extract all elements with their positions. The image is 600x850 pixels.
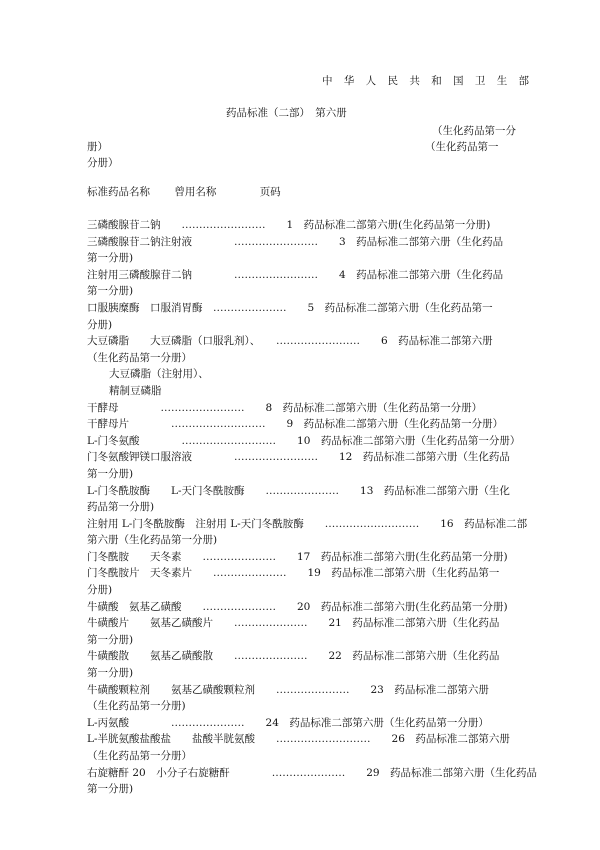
document-title: 药品标准（二部） 第六册: [226, 107, 347, 119]
column-former-header: 曾用名称: [174, 186, 217, 198]
index-line: L-门冬酰胺酶 L-天门冬酰胺酶 ………………… 13 药品标准二部第六册（生化: [87, 484, 510, 497]
index-line: （生化药品第一分册): [87, 700, 186, 713]
column-headers: [87, 185, 281, 199]
index-line: 门冬氨酸钾镁口服溶液 …………………… 12 药品标准二部第六册（生化药品: [87, 451, 510, 464]
column-name-header: 标准药品名称: [87, 186, 150, 198]
index-line: 第一分册): [87, 285, 134, 298]
index-line: （生化药品第一分册）: [87, 351, 192, 364]
category-label-1b: 册）: [87, 141, 108, 153]
index-line: 第一分册): [87, 252, 134, 265]
index-line: 分册): [87, 584, 113, 597]
index-line: （生化药品第一分册）: [87, 750, 192, 762]
index-line: 分册): [87, 318, 113, 331]
category-label-2b: 分册）: [87, 157, 119, 169]
index-line: 口服胰糜酶 口服消胃酶 ………………… 5 药品标准二部第六册（生化药品第一: [87, 301, 493, 314]
index-line: 大豆磷脂（注射用）、: [109, 368, 209, 381]
index-line: 牛磺酸颗粒剂 氨基乙磺酸颗粒剂 ………………… 23 药品标准二部第六册: [87, 683, 489, 696]
index-line: 牛磺酸 氨基乙磺酸 ………………… 20 药品标准二部第六册(生化药品第一分册): [87, 600, 508, 613]
index-entries: [87, 218, 538, 799]
category-label-1a: （生化药品第一分: [432, 125, 516, 137]
index-line: 牛磺酸散 氨基乙磺酸散 ………………… 22 药品标准二部第六册（生化药品: [87, 650, 500, 663]
index-line: 大豆磷脂 大豆磷脂（口服乳剂）、 …………………… 6 药品标准二部第六册: [87, 335, 493, 348]
index-line: 干酵母 …………………… 8 药品标准二部第六册（生化药品第一分册）: [87, 401, 483, 414]
index-line: 第一分册): [87, 667, 134, 680]
index-line: 干酵母片 ……………………… 9 药品标准二部第六册（生化药品第一分册）: [87, 418, 504, 431]
column-page-header: 页码: [259, 186, 281, 198]
index-line: 第一分册): [87, 467, 134, 480]
index-line: 注射用三磷酸腺苷二钠 …………………… 4 药品标准二部第六册（生化药品: [87, 268, 504, 281]
index-line: 药品第一分册): [87, 501, 155, 514]
index-line: 门冬酰胺 天冬素 ………………… 17 药品标准二部第六册(生化药品第一分册): [87, 550, 508, 563]
index-line: L-丙氨酸 ………………… 24 药品标准二部第六册（生化药品第一分册）: [87, 716, 489, 729]
index-line: 牛磺酸片 氨基乙磺酸片 ………………… 21 药品标准二部第六册（生化药品: [87, 617, 500, 630]
index-line: 右旋糖酐 20 小分子右旋糖酐 ………………… 29 药品标准二部第六册（生化药品: [87, 766, 538, 779]
index-line: 门冬酰胺片 天冬素片 ………………… 19 药品标准二部第六册（生化药品第一: [87, 567, 500, 580]
category-label-2a: （生化药品第一: [425, 141, 499, 153]
issuing-authority: 中 华 人 民 共 和 国 卫 生 部: [322, 75, 534, 87]
index-line: 第六册（生化药品第一分册): [87, 534, 218, 547]
index-line: L-半胱氨酸盐酸盐 盐酸半胱氨酸 ……………………… 26 药品标准二部第六册: [87, 733, 510, 746]
index-line: 精制豆磷脂: [109, 384, 162, 397]
index-line: L-门冬氨酸 ……………………… 10 药品标准二部第六册（生化药品第一分册）: [87, 434, 521, 447]
index-line: 三磷酸腺苷二钠 …………………… 1 药品标准二部第六册(生化药品第一分册): [87, 219, 491, 231]
index-line: 第一分册): [87, 783, 134, 796]
index-line: 第一分册): [87, 633, 134, 646]
index-line: 注射用 L-门冬酰胺酶 注射用 L-天门冬酰胺酶 ……………………… 16 药品标准二部: [87, 517, 528, 530]
index-line: 三磷酸腺苷二钠注射液 …………………… 3 药品标准二部第六册（生化药品: [87, 235, 504, 248]
